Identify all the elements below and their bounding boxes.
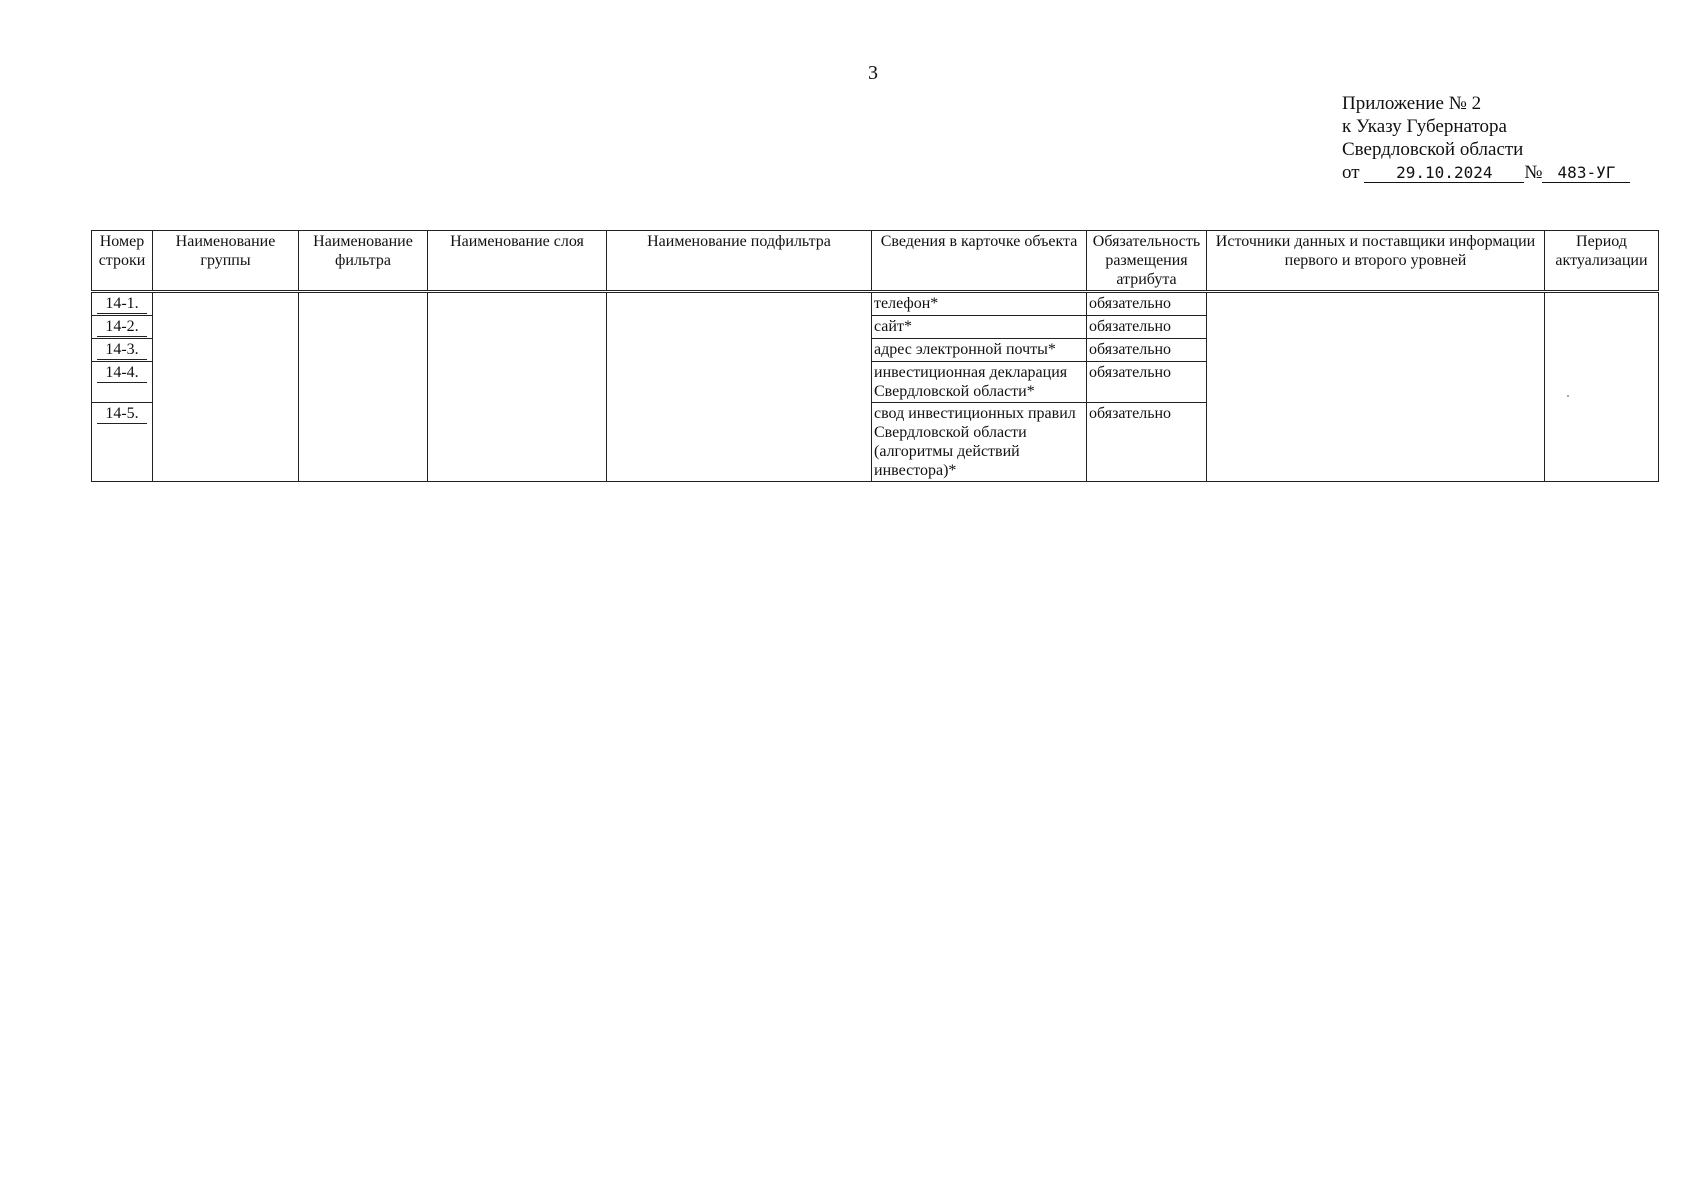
- header-subfilter-name: Наименование подфильтра: [607, 231, 872, 292]
- attribute-required: обязательно: [1087, 403, 1207, 482]
- header-filter-name: Наименование фильтра: [299, 231, 428, 292]
- row-number: 14-2.: [97, 317, 147, 337]
- header-data-sources: Источники данных и поставщики информации первого и второго уровней: [1207, 231, 1545, 292]
- table-row: [92, 292, 1659, 316]
- decree-date: 29.10.2024: [1364, 164, 1524, 183]
- table-header-row: [92, 231, 1659, 292]
- from-label: от: [1342, 162, 1360, 183]
- header-row-number: Номер строки: [92, 231, 153, 292]
- attachment-block: [1342, 92, 1630, 184]
- row-number-cell: [92, 403, 153, 482]
- attribute-required: обязательно: [1087, 339, 1207, 362]
- layer-name-cell: [428, 292, 607, 482]
- attribute-required: обязательно: [1087, 316, 1207, 339]
- attachment-date-number-line: [1342, 161, 1630, 184]
- object-card-info: телефон*: [872, 292, 1087, 316]
- page-number: 3: [868, 62, 878, 84]
- attachment-title: Приложение № 2: [1342, 93, 1482, 114]
- row-number-cell: [92, 316, 153, 339]
- row-number-cell: [92, 339, 153, 362]
- update-period-cell: [1545, 292, 1659, 482]
- row-number-cell: [92, 292, 153, 316]
- data-sources-cell: [1207, 292, 1545, 482]
- object-card-info: адрес электронной почты*: [872, 339, 1087, 362]
- header-object-card-info: Сведения в карточке объекта: [872, 231, 1087, 292]
- attribute-required: обязательно: [1087, 292, 1207, 316]
- filter-name-cell: [299, 292, 428, 482]
- row-number: 14-4.: [97, 363, 147, 383]
- row-number: 14-3.: [97, 340, 147, 360]
- object-card-info: свод инвестиционных правил Свердловской области (алгоритмы действий инвестора)*: [872, 403, 1087, 482]
- scan-speck: [1567, 395, 1569, 397]
- object-card-info: инвестиционная декларация Свердловской области*: [872, 362, 1087, 403]
- number-label: №: [1524, 162, 1543, 183]
- attachment-region: Свердловской области: [1342, 139, 1524, 160]
- row-number: 14-1.: [97, 294, 147, 314]
- decree-number: 483-УГ: [1542, 164, 1630, 183]
- attribute-required: обязательно: [1087, 362, 1207, 403]
- header-group-name: Наименование группы: [153, 231, 299, 292]
- header-attribute-required: Обязательность размещения атрибута: [1087, 231, 1207, 292]
- header-layer-name: Наименование слоя: [428, 231, 607, 292]
- group-name-cell: [153, 292, 299, 482]
- header-update-period: Период актуализации: [1545, 231, 1659, 292]
- object-card-info: сайт*: [872, 316, 1087, 339]
- attachment-decree: к Указу Губернатора: [1342, 116, 1507, 137]
- row-number-cell: [92, 362, 153, 403]
- attributes-table: [91, 230, 1659, 482]
- row-number: 14-5.: [97, 404, 147, 424]
- subfilter-name-cell: [607, 292, 872, 482]
